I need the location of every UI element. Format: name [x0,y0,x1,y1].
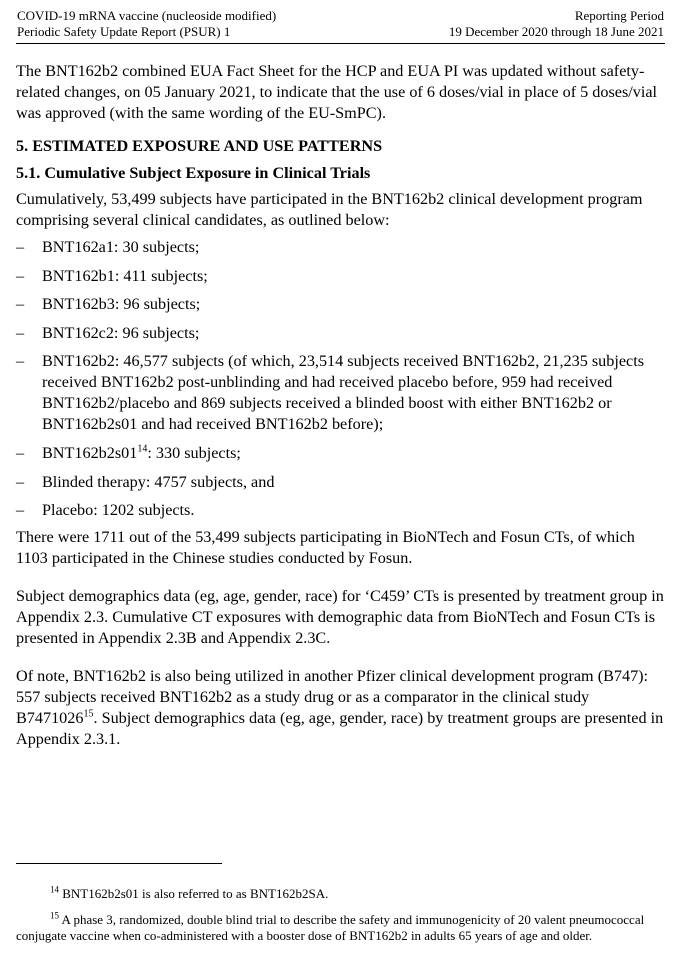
document-body [16,61,669,750]
bullet-dash: – [16,238,25,256]
list-item: – BNT162b2: 46,577 subjects (of which, 23,514 subjects received BNT162b2, 21,235 subjects received BNT162b2 post-unblinding and had received placebo before, 959 had received BNT162b2/placebo and 869 subjects received a blinded boost with either BNT162b2 or BNT162b2s01 and had received BNT162b2 before); [16,352,644,434]
footnote-divider [16,863,222,864]
header-reporting-period-dates: 19 December 2020 through 18 June 2021 [448,24,664,39]
list-item: – BNT162b3: 96 subjects; [16,295,201,314]
bullet-dash: – [16,295,25,314]
header-product-title: COVID-19 mRNA vaccine (nucleoside modified) [17,8,277,23]
header-report-title: Periodic Safety Update Report (PSUR) 1 [17,24,231,39]
subsection-heading: 5.1. Cumulative Subject Exposure in Clinical Trials [16,164,371,182]
bullet-dash: – [16,323,25,342]
list-item: – BNT162c2: 96 subjects; [16,323,200,342]
bullet-dash: – [16,501,25,520]
list-item: – Blinded therapy: 4757 subjects, and [16,472,275,491]
bullet-dash: – [16,443,25,462]
page-header [17,8,664,40]
intro-paragraph: The BNT162b2 combined EUA Fact Sheet for the HCP and EUA PI was updated without safety-related changes, on 05 January 2021, to indicate that the use of 6 doses/vial in place of 5 doses/vial was approved (with the same wording of the EU-SmPC). [16,62,658,122]
ct-participation-paragraph: There were 1711 out of the 53,499 subjects participating in BioNTech and Fosun CTs, of which 1103 participated in the Chinese studies conducted by Fosun. [16,527,635,567]
list-item: – $BNT162b2s01^{14}$: 330 subjects; [16,443,241,462]
bullet-dash: – [16,266,25,285]
bullet-dash: – [16,352,25,371]
section-heading: 5. ESTIMATED EXPOSURE AND USE PATTERNS [16,137,383,155]
list-item: – BNT162b1: 411 subjects; [16,266,208,285]
header-reporting-period-label: Reporting Period [574,8,664,23]
header-divider [16,43,665,44]
footnotes [16,886,665,944]
footnote-ref-15[interactable]: 15 [83,708,94,720]
demographics-paragraph: Subject demographics data (eg, age, gender, race) for ‘C459’ CTs is presented by treatment group in Appendix 2.3. Cumulative CT exposures with demographic data from BioNTech and Fosun CTs is presented in Appendix 2.3B and Appendix 2.3C. [16,586,664,647]
b747-note-paragraph: Of note, BNT162b2 is also being utilized in another Pfizer clinical development program (B747): 557 subjects received BNT162b2 as a study drug or as a comparator in the clinical study B7471026$^{15}$. Subject demographics data (eg, age, gender, race) by treatment groups are presented in Appendix 2.3.1. [16,666,664,748]
bullet-dash: – [16,472,25,491]
footnote-15: $^{15}$ A phase 3, randomized, double blind trial to describe the safety and immunogenicity of 20 valent pneumococcal conjugate vaccine when co-administered with a booster dose of BNT162b2 in adults 65 years of age and older. [16,910,645,943]
footnote-ref-14[interactable]: 14 [137,443,148,455]
list-item: – BNT162a1: 30 subjects; [16,238,200,256]
list-item: – Placebo: 1202 subjects. [16,501,195,520]
candidate-list [16,237,669,521]
footnote-14: $^{14}$ BNT162b2s01 is also referred to as BNT162b2SA. [50,884,329,901]
exposure-intro-paragraph: Cumulatively, 53,499 subjects have participated in the BNT162b2 clinical development program comprising several clinical candidates, as outlined below: [16,190,643,229]
